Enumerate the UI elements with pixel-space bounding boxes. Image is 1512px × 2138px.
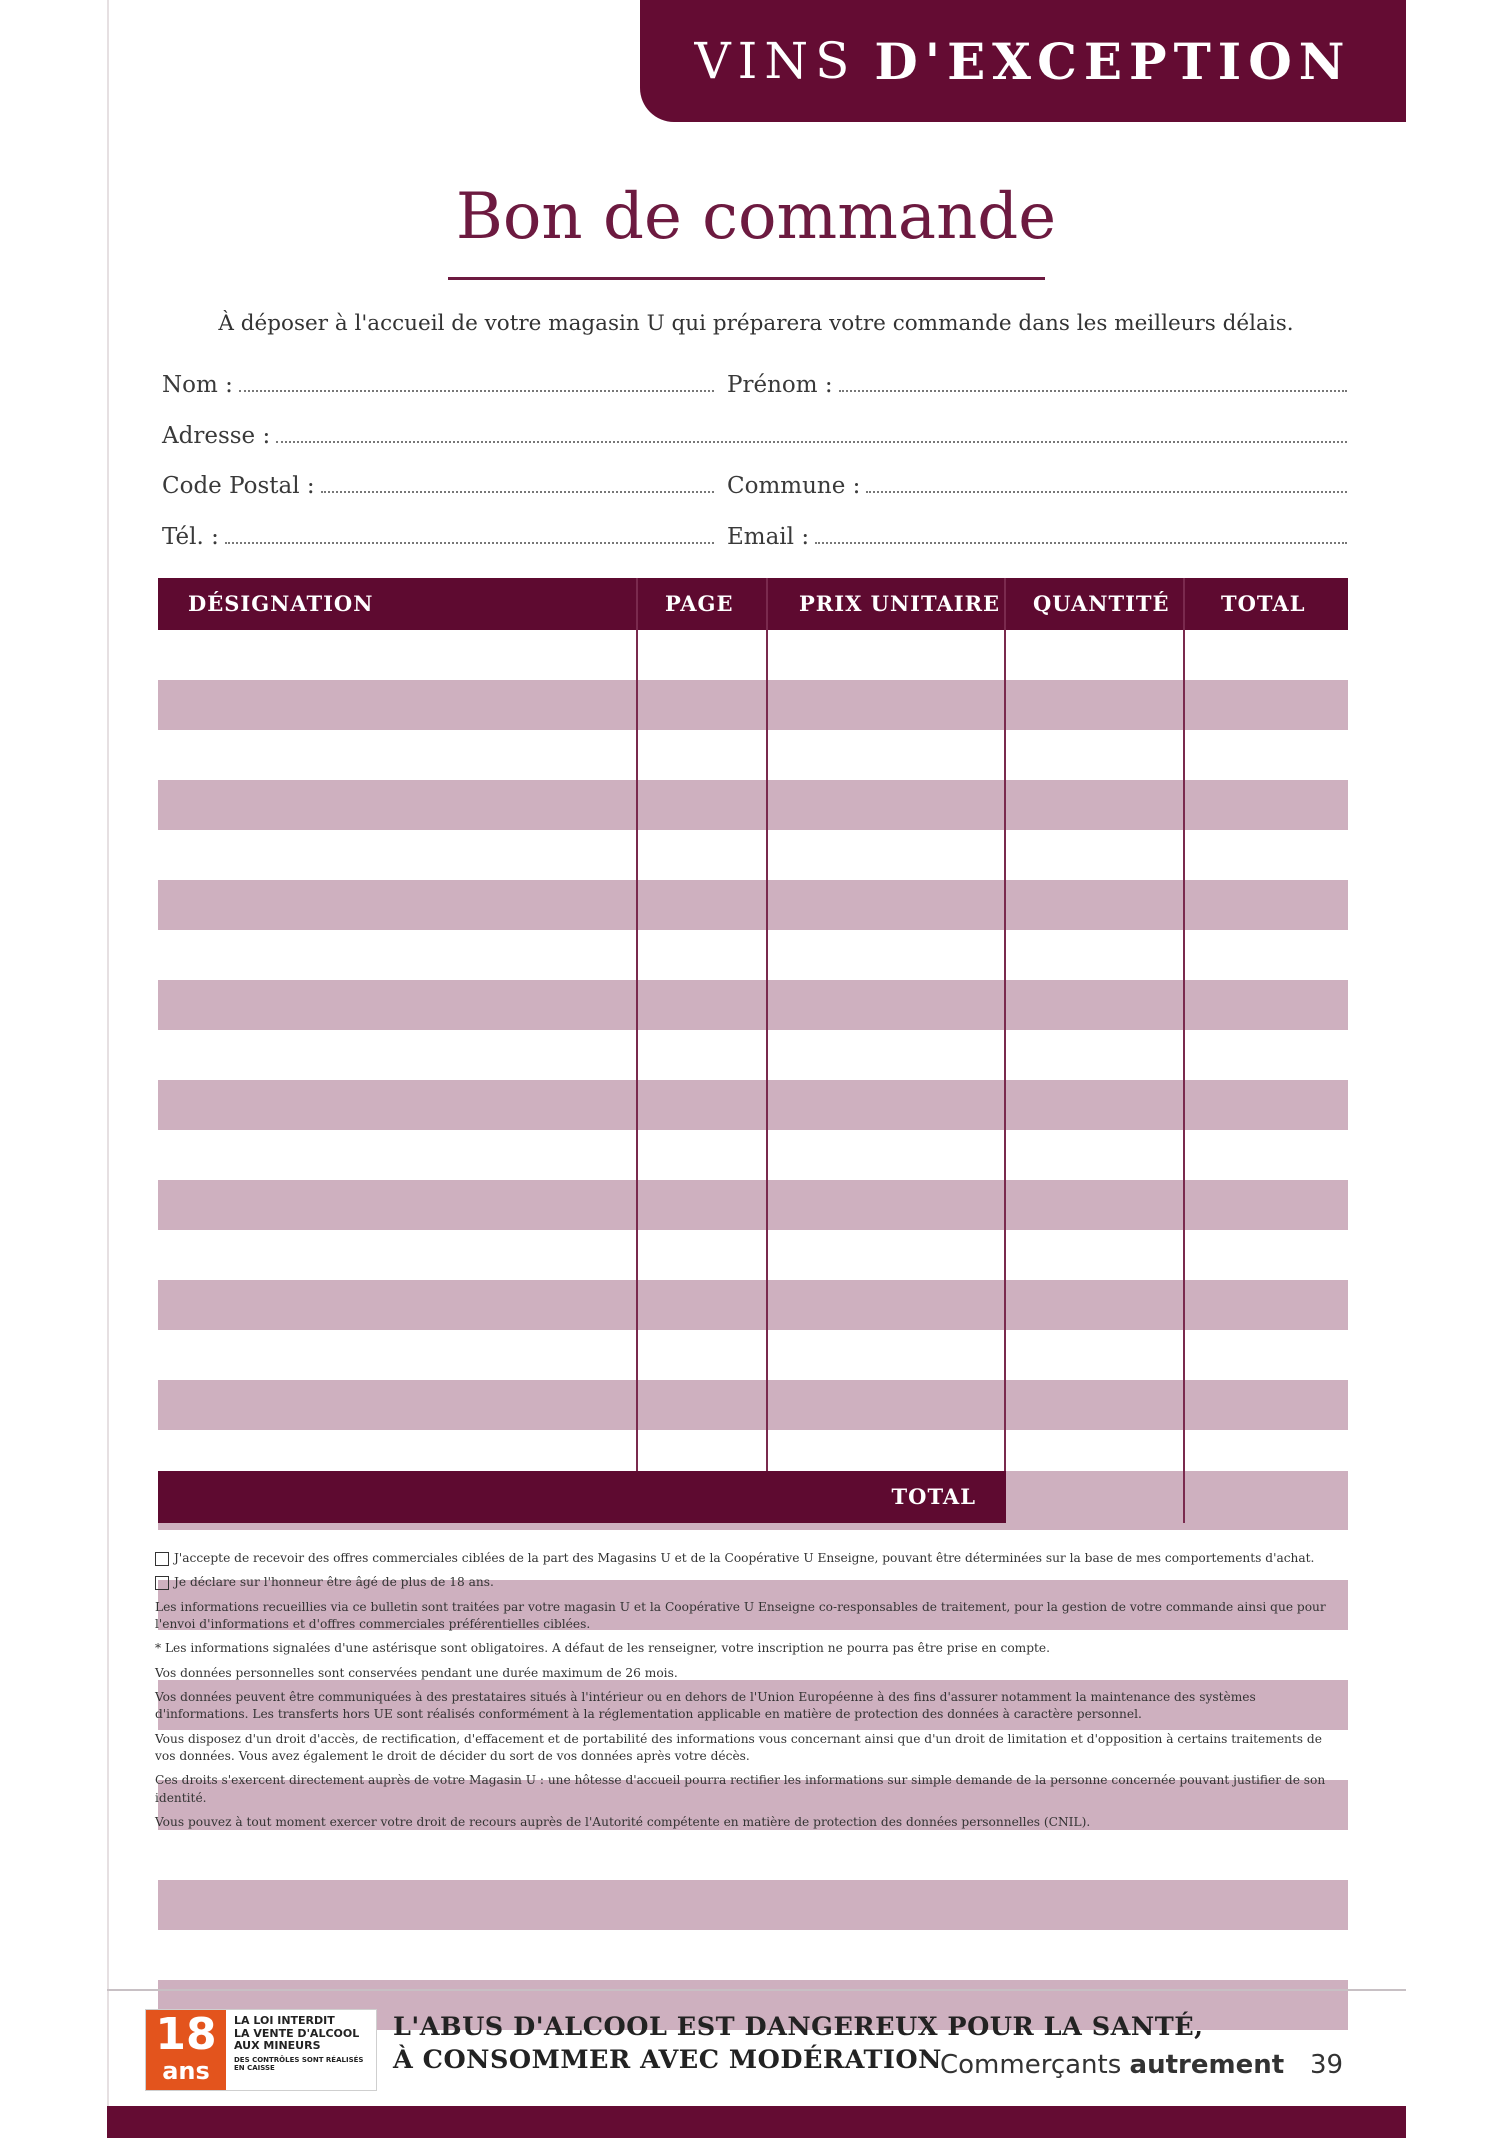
age-line-3: AUX MINEURS [234,2039,321,2052]
title-underline [448,277,1045,280]
age-restriction-badge [145,2009,377,2091]
consent-offers-checkbox[interactable] [155,1552,169,1566]
table-row[interactable] [158,1880,1348,1930]
table-row[interactable] [158,1180,1348,1230]
column-divider [1004,578,1006,1523]
field-commune-line[interactable] [866,491,1347,493]
total-quantity-cell[interactable] [1006,1471,1183,1523]
health-warning-line-2: À CONSOMMER AVEC MODÉRATION [393,2045,942,2075]
table-row[interactable] [158,930,1348,980]
field-nom-label: Nom : [162,372,233,398]
footer-bar [107,2106,1406,2138]
field-commune-label: Commune : [727,473,861,499]
field-nom[interactable] [162,366,714,398]
field-email[interactable] [727,518,1347,550]
consent-offers [155,1550,1345,1567]
table-row[interactable] [158,1380,1348,1430]
consent-offers-text: J'accepte de recevoir des offres commerciales ciblées de la part des Magasins U et de la Coopérative U Enseigne, pouvant être déterminées sur la base de mes comportements d'achat. [174,1551,1315,1565]
field-prenom-line[interactable] [839,390,1347,392]
field-adresse-label: Adresse : [162,423,271,449]
field-nom-line[interactable] [239,390,714,392]
table-row[interactable] [158,1930,1348,1980]
column-header-quantity: QUANTITÉ [1033,591,1170,616]
table-row[interactable] [158,880,1348,930]
field-adresse-line[interactable] [276,441,1347,443]
column-header-page: PAGE [665,591,734,616]
footer-rule [107,1989,1406,1991]
health-warning-line-1: L'ABUS D'ALCOOL EST DANGEREUX POUR LA SANTÉ, [393,2012,1204,2042]
age-line-1: LA LOI INTERDIT [234,2014,335,2027]
table-row[interactable] [158,1030,1348,1080]
table-row[interactable] [158,730,1348,780]
field-email-line[interactable] [815,542,1347,544]
field-prenom[interactable] [727,366,1347,398]
banner-text-bold: D'EXCEPTION [874,31,1352,91]
field-code-postal-line[interactable] [321,491,714,493]
page-title: Bon de commande [455,180,1057,254]
age-restriction-text [234,2015,372,2072]
slogan-regular: Commerçants [940,2050,1122,2080]
table-row[interactable] [158,1130,1348,1180]
field-adresse[interactable] [162,417,1347,449]
legal-notice [155,1550,1345,1838]
column-divider [636,578,638,1471]
field-tel-label: Tél. : [162,524,219,550]
slogan-bold: autrement [1129,2050,1285,2080]
table-row[interactable] [158,1280,1348,1330]
field-email-label: Email : [727,524,810,550]
legal-paragraph: Vous pouvez à tout moment exercer votre droit de recours auprès de l'Autorité compétente en matière de protection des données personnelles (CNIL). [155,1814,1091,1829]
age-unit: ans [162,2057,210,2085]
table-row[interactable] [158,1080,1348,1130]
table-row[interactable] [158,1330,1348,1380]
table-row[interactable] [158,830,1348,880]
field-tel-line[interactable] [225,542,714,544]
consent-age-text: Je déclare sur l'honneur être âgé de plus de 18 ans. [174,1575,494,1590]
order-table [158,578,1348,630]
consent-age [155,1574,1345,1591]
field-prenom-label: Prénom : [727,372,833,398]
total-amount-cell[interactable] [1185,1471,1348,1523]
legal-paragraph: Vos données peuvent être communiquées à des prestataires situés à l'intérieur ou en dehors de l'Union Européenne à des fins d'assurer notamment la maintenance des systèmes d'informations. Les transferts hors UE sont réalisés conformément à la réglementation applicable en matière de protection des données à caractère personnel. [155,1689,1256,1722]
total-label-bar: TOTAL [158,1471,1006,1523]
field-tel[interactable] [162,518,714,550]
consent-age-checkbox[interactable] [155,1576,169,1590]
intro-text: À déposer à l'accueil de votre magasin U qui préparera votre commande dans les meilleurs délais. [218,311,1294,336]
age-number: 18 [155,2009,217,2060]
legal-paragraph: Vos données personnelles sont conservées pendant une durée maximum de 26 mois. [155,1665,678,1680]
table-row[interactable] [158,780,1348,830]
legal-paragraph: Ces droits s'exercent directement auprès de votre Magasin U : une hôtesse d'accueil pourra rectifier les informations sur simple demande de la personne concernée pouvant justifier de son identité. [155,1773,1326,1805]
table-row[interactable] [158,680,1348,730]
order-table-header [158,578,1348,630]
banner-text-light: VINS [694,32,857,90]
table-row[interactable] [158,630,1348,680]
column-header-designation: DÉSIGNATION [188,591,374,616]
column-divider [766,578,768,1471]
table-row[interactable] [158,980,1348,1030]
field-code-postal[interactable] [162,467,714,499]
age-line-2: LA VENTE D'ALCOOL [234,2026,360,2040]
table-row[interactable] [158,1230,1348,1280]
page-number: 39 [1310,2050,1344,2080]
column-divider [1183,578,1185,1523]
column-header-unit-price: PRIX UNITAIRE [799,591,1001,616]
section-banner [640,0,1406,122]
field-commune[interactable] [727,467,1347,499]
legal-paragraph: * Les informations signalées d'une astérisque sont obligatoires. A défaut de les renseigner, votre inscription ne pourra pas être prise en compte. [155,1641,1051,1656]
age-small-print: DES CONTRÔLES SONT RÉALISÉS EN CAISSE [234,2055,364,2072]
legal-paragraph: Vous disposez d'un droit d'accès, de rectification, d'effacement et de portabilité des informations vous concernant ainsi que d'un droit de limitation et d'opposition à certains traitements de vos données. Vous avez également le droit de décider du sort de vos données après votre décès. [155,1731,1322,1763]
age-18-icon [146,2010,226,2090]
brand-slogan [940,2050,1284,2080]
column-header-total: TOTAL [1221,591,1306,616]
legal-paragraph: Les informations recueillies via ce bulletin sont traitées par votre magasin U et la Coopérative U Enseigne co-responsables de traitement, pour la gestion de votre commande ainsi que pour l'envoi d'informations et d'offres commerciales préférentielles ciblées. [155,1599,1326,1631]
field-code-postal-label: Code Postal : [162,473,315,499]
